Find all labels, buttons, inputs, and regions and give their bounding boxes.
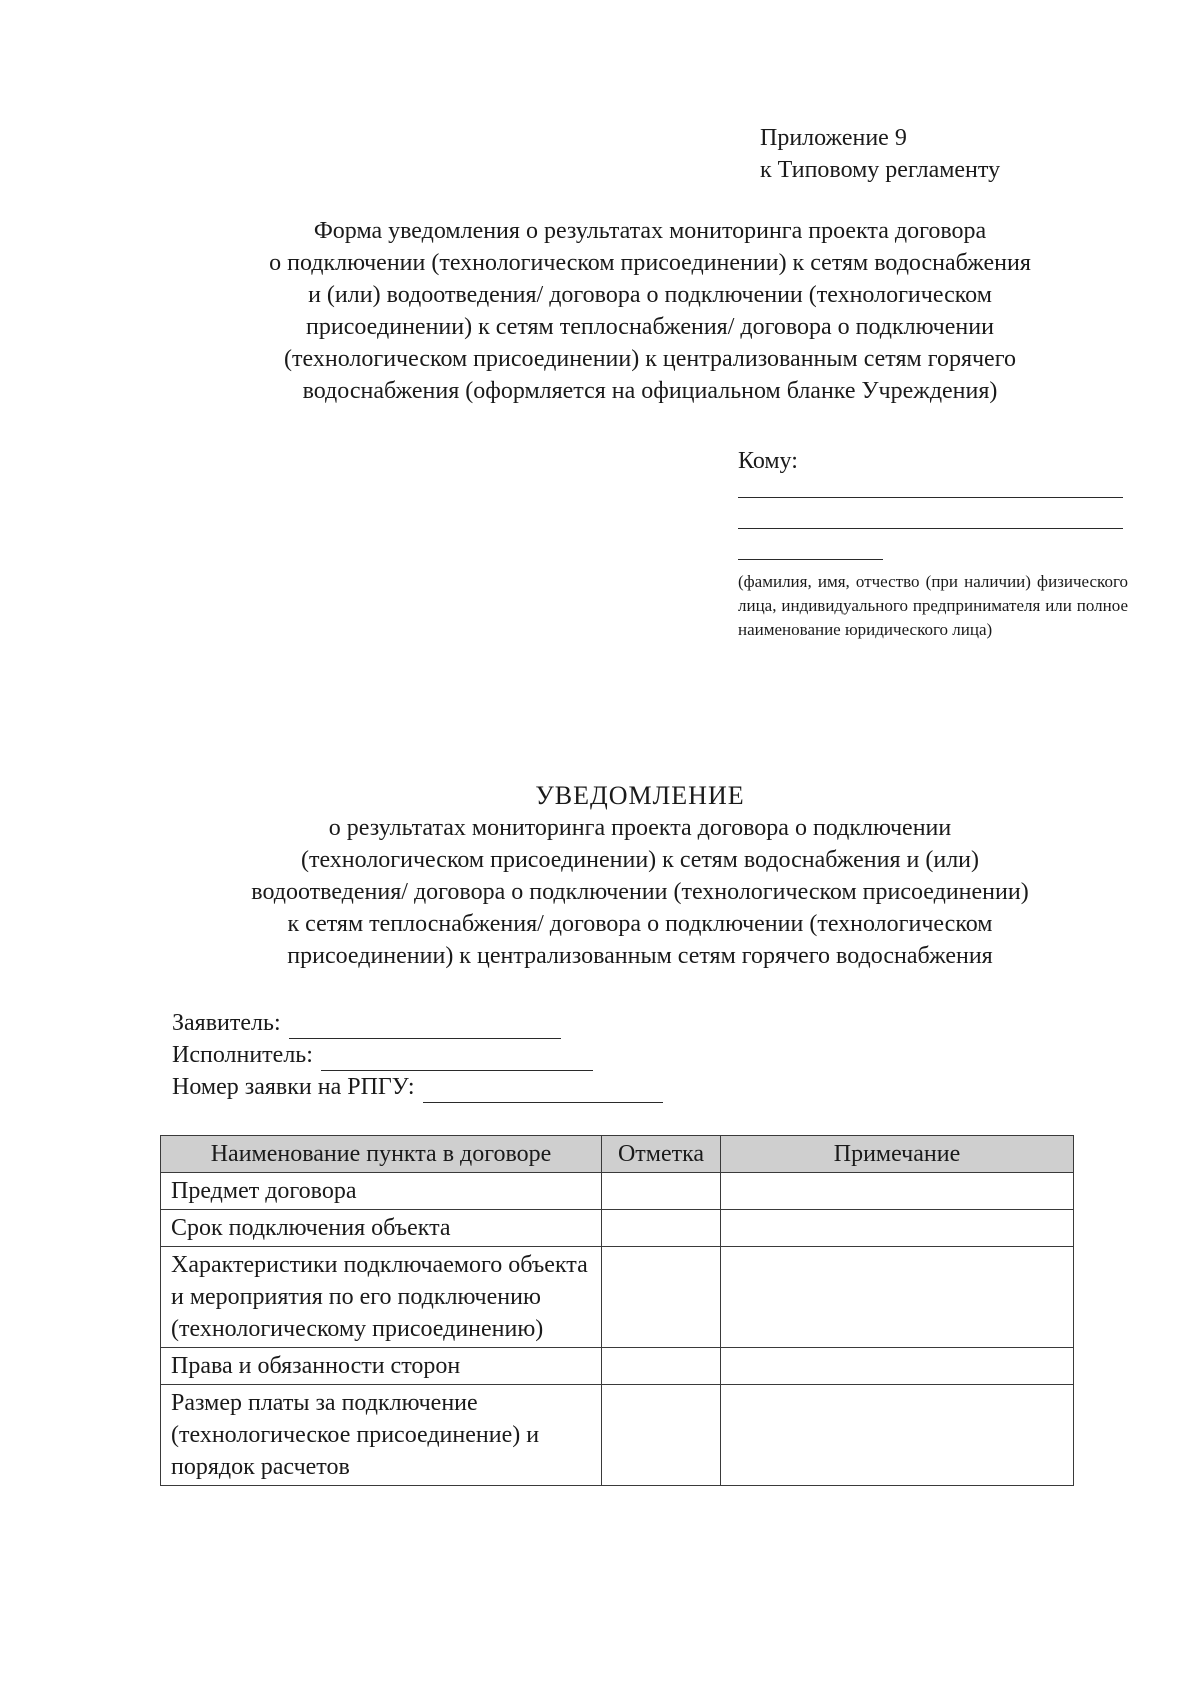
table-row	[161, 1385, 1074, 1486]
table-header-row	[161, 1136, 1074, 1173]
executor-field[interactable]	[321, 1046, 593, 1071]
header-mark: Отметка	[602, 1136, 721, 1173]
row-note-cell[interactable]	[721, 1348, 1074, 1385]
recipient-line-3[interactable]	[738, 559, 883, 560]
form-title-line: присоединении) к сетям теплоснабжения/ договора о подключении	[306, 314, 994, 340]
row-mark-cell[interactable]	[602, 1247, 721, 1348]
row-mark-cell[interactable]	[602, 1173, 721, 1210]
applicant-label: Заявитель:	[172, 1010, 281, 1036]
recipient-label: Кому:	[738, 448, 798, 474]
notice-line: к сетям теплоснабжения/ договора о подключении (технологическом	[287, 911, 993, 937]
form-title-line: о подключении (технологическом присоединении) к сетям водоснабжения	[269, 250, 1031, 276]
form-title-line: водоснабжения (оформляется на официальном бланке Учреждения)	[302, 378, 998, 404]
row-item-name: Предмет договора	[161, 1173, 602, 1210]
row-item-name: Характеристики подключаемого объекта и мероприятия по его подключению (технологическому присоединению)	[161, 1247, 602, 1348]
notice-block	[160, 780, 1120, 972]
row-note-cell[interactable]	[721, 1210, 1074, 1247]
recipient-line-1[interactable]	[738, 497, 1123, 498]
applicant-row	[172, 1007, 663, 1039]
row-mark-cell[interactable]	[602, 1210, 721, 1247]
table-row	[161, 1210, 1074, 1247]
notice-line: (технологическом присоединении) к сетям водоснабжения и (или)	[300, 847, 980, 873]
recipient-line-2[interactable]	[738, 528, 1123, 529]
notice-line: водоотведения/ договора о подключении (технологическом присоединении)	[251, 879, 1029, 905]
header-note: Примечание	[721, 1136, 1074, 1173]
monitoring-table	[160, 1135, 1074, 1486]
request-fields	[172, 1007, 663, 1103]
row-note-cell[interactable]	[721, 1247, 1074, 1348]
executor-row	[172, 1039, 663, 1071]
applicant-field[interactable]	[289, 1014, 561, 1039]
table-row	[161, 1348, 1074, 1385]
appendix-reference	[760, 122, 1000, 186]
row-item-name: Права и обязанности сторон	[161, 1348, 602, 1385]
row-item-name: Размер платы за подключение (технологическое присоединение) и порядок расчетов	[161, 1385, 602, 1486]
request-number-field[interactable]	[423, 1078, 663, 1103]
row-mark-cell[interactable]	[602, 1348, 721, 1385]
recipient-hint: (фамилия, имя, отчество (при наличии) физического лица, индивидуального предпринимателя или полное наименование юридического лица)	[738, 572, 1128, 639]
row-note-cell[interactable]	[721, 1385, 1074, 1486]
form-title-line: (технологическом присоединении) к централизованным сетям горячего	[284, 346, 1016, 372]
form-title-line: Форма уведомления о результатах мониторинга проекта договора	[313, 218, 987, 244]
row-mark-cell[interactable]	[602, 1385, 721, 1486]
table-row	[161, 1173, 1074, 1210]
header-item-name: Наименование пункта в договоре	[161, 1136, 602, 1173]
appendix-number: Приложение 9	[760, 125, 907, 151]
form-title	[190, 215, 1110, 407]
form-title-line: и (или) водоотведения/ договора о подключении (технологическом	[308, 282, 992, 308]
appendix-regulation: к Типовому регламенту	[760, 157, 1001, 183]
notice-heading: УВЕДОМЛЕНИЕ	[535, 781, 745, 810]
table-row	[161, 1247, 1074, 1348]
row-item-name: Срок подключения объекта	[161, 1210, 602, 1247]
notice-line: о результатах мониторинга проекта договора о подключении	[328, 815, 952, 841]
notice-line: присоединении) к централизованным сетям горячего водоснабжения	[287, 943, 993, 969]
row-note-cell[interactable]	[721, 1173, 1074, 1210]
request-number-row	[172, 1071, 663, 1103]
request-number-label: Номер заявки на РПГУ:	[172, 1074, 415, 1100]
recipient-block	[738, 445, 1128, 642]
executor-label: Исполнитель:	[172, 1042, 313, 1068]
